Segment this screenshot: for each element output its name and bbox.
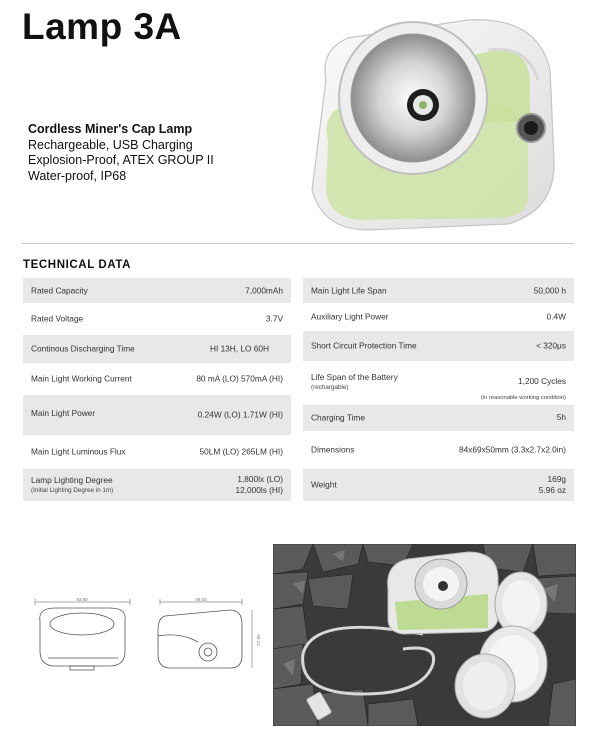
spec-label: Main Light Power xyxy=(31,408,96,418)
spec-value: 50,000 h xyxy=(533,285,566,295)
spec-label: Main Light Luminous Flux xyxy=(31,446,126,457)
spare-cover-icon xyxy=(455,654,515,718)
spec-value-lo: 1,800lx (LO) xyxy=(237,474,283,484)
spec-note: (in reasonable working condition) xyxy=(480,395,566,401)
spec-label: Main Light Life Span xyxy=(311,285,387,295)
spec-sublabel: (Initial Lighting Degree in 1m) xyxy=(31,487,114,494)
spec-label-text: Life Span of the Battery xyxy=(311,372,398,382)
spec-sublabel: (rechargable) xyxy=(311,384,349,391)
spec-row xyxy=(23,305,291,333)
spec-value: 0.4W xyxy=(546,311,566,322)
feature-line-charging: Rechargeable, USB Charging xyxy=(28,137,193,152)
spec-value xyxy=(236,474,284,496)
spec-label xyxy=(311,372,398,392)
spec-row xyxy=(303,305,574,329)
spec-value-imperial: 5.96 oz xyxy=(538,485,566,495)
spec-value: HI 13H, LO 60H xyxy=(209,343,269,354)
dimension-label-width: 83.80 xyxy=(76,597,88,602)
spec-label: Weight xyxy=(311,479,337,490)
product-photo-lamp xyxy=(298,10,568,232)
spec-label: Main Light Working Current xyxy=(31,373,132,384)
spec-value xyxy=(539,474,566,496)
product-description xyxy=(28,122,214,184)
dimension-label-height: 50.13 xyxy=(256,634,261,646)
section-divider xyxy=(22,243,574,244)
spec-label: Short Circuit Protection Time xyxy=(311,340,417,351)
product-photo-accessories xyxy=(273,544,576,726)
spec-value: 0.24W (LO) 1.71W (HI) xyxy=(197,409,283,420)
spec-value: < 320μs xyxy=(536,340,566,351)
spec-value-hi: 12,000ls (HI) xyxy=(235,485,283,495)
spec-value-metric: 169g xyxy=(547,474,566,484)
spec-label-text: Lamp Lighting Degree xyxy=(31,475,113,485)
spec-row xyxy=(23,395,291,435)
spec-label: Continous Discharging Time xyxy=(31,343,135,354)
lens-cover-icon xyxy=(495,572,547,636)
spec-value: 50LM (LO) 265LM (HI) xyxy=(199,446,283,457)
spec-row xyxy=(303,363,574,403)
technical-drawings xyxy=(30,596,265,674)
spec-value: 84x69x50mm (3.3x2.7x2.0in) xyxy=(459,444,566,455)
spec-label xyxy=(31,475,113,495)
spec-label: Rated Capacity xyxy=(31,285,88,295)
feature-line-waterproof: Water-proof, IP68 xyxy=(28,168,127,183)
feature-line-explosion-proof: Explosion-Proof, ATEX GROUP II xyxy=(28,153,214,167)
spec-label: Rated Voltage xyxy=(31,313,84,324)
page-title: Lamp 3A xyxy=(22,6,182,47)
spec-row xyxy=(23,335,291,363)
spec-row xyxy=(303,331,574,361)
section-heading: TECHNICAL DATA xyxy=(23,259,132,271)
spec-row xyxy=(303,405,574,431)
spec-value: 80 mA (LO) 570mA (HI) xyxy=(196,373,283,384)
spec-row xyxy=(23,365,291,393)
spec-row xyxy=(303,433,574,467)
spec-value: 7,000mAh xyxy=(245,285,283,295)
spec-value: 1,200 Cycles xyxy=(518,376,566,386)
dimension-label-depth: 68.03 xyxy=(195,597,207,602)
front-view-drawing xyxy=(35,599,130,670)
spec-row xyxy=(303,469,574,501)
side-view-drawing xyxy=(158,599,252,668)
spec-label: Auxiliary Light Power xyxy=(311,311,389,322)
spec-row xyxy=(23,469,291,501)
product-subtitle: Cordless Miner's Cap Lamp xyxy=(28,122,193,136)
spec-row xyxy=(23,437,291,467)
spec-value: 3.7V xyxy=(265,313,283,324)
spec-value: 5h xyxy=(556,412,566,422)
spec-row xyxy=(23,278,291,303)
spec-label: Dimensions xyxy=(311,444,355,455)
spec-row xyxy=(303,278,574,303)
spec-label: Charging Time xyxy=(311,412,365,423)
